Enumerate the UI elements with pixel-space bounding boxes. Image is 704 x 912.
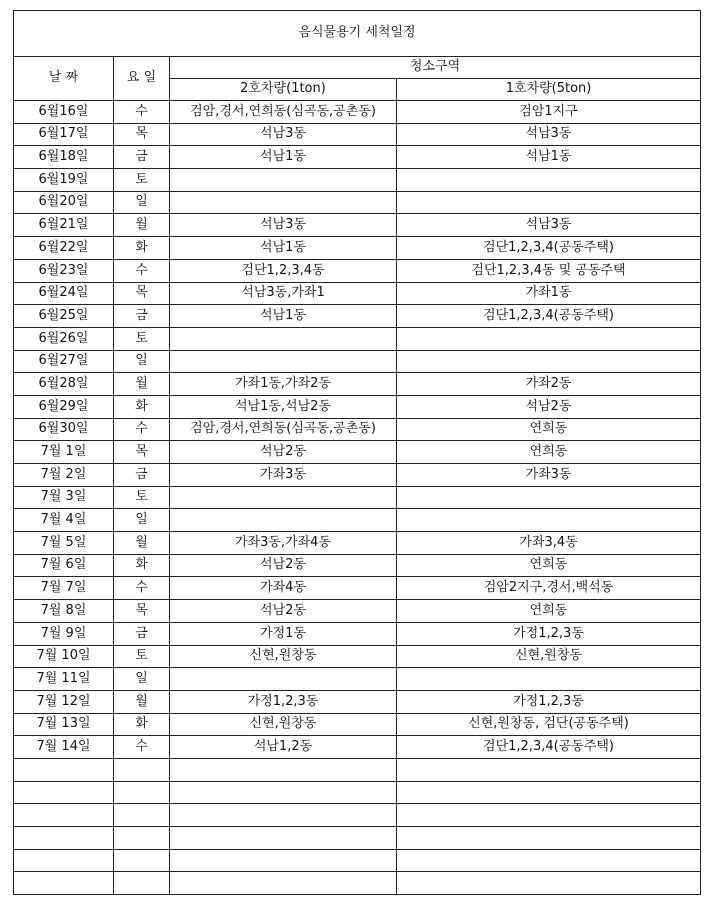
truck-2-area-cell (170, 872, 397, 895)
date-cell: 7월 4일 (14, 509, 114, 532)
truck-2-area-cell: 석남1동 (170, 237, 397, 260)
truck-2-area-cell: 가좌3동 (170, 464, 397, 487)
truck-1-area-cell (397, 804, 701, 827)
truck-1-area-cell: 검단1,2,3,4(공동주택) (397, 736, 701, 759)
truck-2-area-cell: 검암,경서,연희동(심곡동,공촌동) (170, 418, 397, 441)
weekday-cell: 수 (114, 577, 170, 600)
date-cell: 7월 14일 (14, 736, 114, 759)
truck-2-area-cell: 가정1동 (170, 622, 397, 645)
truck-2-area-cell (170, 327, 397, 350)
table-row (14, 532, 701, 555)
table-row (14, 827, 701, 850)
table-row (14, 872, 701, 895)
date-cell: 7월 5일 (14, 532, 114, 555)
date-cell: 7월 7일 (14, 577, 114, 600)
weekday-cell: 토 (114, 169, 170, 192)
weekday-cell: 목 (114, 441, 170, 464)
header-truck-1: 1호차량(5ton) (397, 79, 701, 101)
truck-1-area-cell: 가좌1동 (397, 282, 701, 305)
truck-2-area-cell: 석남3동,가좌1 (170, 282, 397, 305)
truck-2-area-cell (170, 781, 397, 804)
truck-2-area-cell (170, 509, 397, 532)
date-cell (14, 758, 114, 781)
header-truck-2: 2호차량(1ton) (170, 79, 397, 101)
truck-2-area-cell: 검단1,2,3,4동 (170, 259, 397, 282)
weekday-cell: 목 (114, 123, 170, 146)
date-cell: 7월 1일 (14, 441, 114, 464)
truck-1-area-cell (397, 758, 701, 781)
table-row (14, 305, 701, 328)
truck-1-area-cell: 신현,원창동, 검단(공동주택) (397, 713, 701, 736)
truck-2-area-cell: 석남1,2동 (170, 736, 397, 759)
table-row (14, 191, 701, 214)
date-cell: 6월23일 (14, 259, 114, 282)
date-cell (14, 827, 114, 850)
weekday-cell: 목 (114, 600, 170, 623)
truck-1-area-cell (397, 486, 701, 509)
table-row (14, 509, 701, 532)
truck-2-area-cell: 가좌4동 (170, 577, 397, 600)
table-row (14, 736, 701, 759)
table-row (14, 668, 701, 691)
table-row (14, 849, 701, 872)
truck-2-area-cell: 검암,경서,연희동(심곡동,공촌동) (170, 101, 397, 124)
table-row (14, 373, 701, 396)
weekday-cell: 화 (114, 395, 170, 418)
date-cell: 6월20일 (14, 191, 114, 214)
date-cell: 6월25일 (14, 305, 114, 328)
truck-1-area-cell: 가정1,2,3동 (397, 690, 701, 713)
date-cell: 6월26일 (14, 327, 114, 350)
weekday-cell: 금 (114, 146, 170, 169)
date-cell: 6월18일 (14, 146, 114, 169)
truck-2-area-cell: 신현,원창동 (170, 645, 397, 668)
truck-2-area-cell (170, 350, 397, 373)
header-weekday: 요 일 (114, 57, 170, 101)
date-cell: 6월29일 (14, 395, 114, 418)
truck-1-area-cell (397, 849, 701, 872)
table-row (14, 804, 701, 827)
weekday-cell: 수 (114, 101, 170, 124)
header-date: 날 짜 (14, 57, 114, 101)
date-cell: 7월 11일 (14, 668, 114, 691)
truck-1-area-cell: 검암1지구 (397, 101, 701, 124)
truck-2-area-cell (170, 804, 397, 827)
weekday-cell (114, 758, 170, 781)
table-row (14, 169, 701, 192)
truck-2-area-cell: 석남1동 (170, 146, 397, 169)
date-cell (14, 804, 114, 827)
weekday-cell: 목 (114, 282, 170, 305)
truck-1-area-cell (397, 872, 701, 895)
truck-1-area-cell (397, 169, 701, 192)
weekday-cell: 월 (114, 373, 170, 396)
page-title: 음식물용기 세척일정 (14, 11, 701, 57)
truck-1-area-cell: 연희동 (397, 600, 701, 623)
date-cell: 7월 3일 (14, 486, 114, 509)
weekday-cell: 월 (114, 214, 170, 237)
table-row (14, 645, 701, 668)
truck-1-area-cell: 검단1,2,3,4(공동주택) (397, 305, 701, 328)
date-cell: 6월24일 (14, 282, 114, 305)
weekday-cell: 토 (114, 327, 170, 350)
truck-1-area-cell: 가좌2동 (397, 373, 701, 396)
weekday-cell: 일 (114, 668, 170, 691)
truck-2-area-cell: 가정1,2,3동 (170, 690, 397, 713)
table-row (14, 214, 701, 237)
truck-1-area-cell: 석남2동 (397, 395, 701, 418)
header-cleaning-area: 청소구역 (170, 57, 701, 79)
truck-1-area-cell: 가좌3,4동 (397, 532, 701, 555)
schedule-sheet (13, 10, 700, 895)
table-row (14, 622, 701, 645)
table-row (14, 464, 701, 487)
weekday-cell (114, 804, 170, 827)
truck-2-area-cell (170, 486, 397, 509)
truck-2-area-cell (170, 849, 397, 872)
table-row (14, 101, 701, 124)
table-row (14, 600, 701, 623)
truck-1-area-cell: 검단1,2,3,4동 및 공동주택 (397, 259, 701, 282)
table-row (14, 690, 701, 713)
truck-1-area-cell: 검암2지구,경서,백석동 (397, 577, 701, 600)
table-row (14, 758, 701, 781)
weekday-cell: 화 (114, 713, 170, 736)
date-cell: 6월19일 (14, 169, 114, 192)
weekday-cell (114, 849, 170, 872)
table-row (14, 123, 701, 146)
weekday-cell (114, 781, 170, 804)
truck-1-area-cell (397, 668, 701, 691)
truck-1-area-cell (397, 509, 701, 532)
weekday-cell: 일 (114, 191, 170, 214)
date-cell: 7월 9일 (14, 622, 114, 645)
table-row (14, 282, 701, 305)
date-cell: 7월 2일 (14, 464, 114, 487)
table-row (14, 395, 701, 418)
truck-1-area-cell: 검단1,2,3,4(공동주택) (397, 237, 701, 260)
weekday-cell: 수 (114, 736, 170, 759)
truck-1-area-cell: 연희동 (397, 554, 701, 577)
truck-2-area-cell (170, 169, 397, 192)
date-cell: 7월 6일 (14, 554, 114, 577)
date-cell: 7월 8일 (14, 600, 114, 623)
table-row (14, 554, 701, 577)
truck-1-area-cell: 연희동 (397, 418, 701, 441)
truck-2-area-cell (170, 758, 397, 781)
table-row (14, 350, 701, 373)
truck-1-area-cell (397, 781, 701, 804)
truck-1-area-cell: 석남3동 (397, 214, 701, 237)
truck-2-area-cell: 석남2동 (170, 441, 397, 464)
date-cell: 7월 12일 (14, 690, 114, 713)
schedule-table (13, 10, 701, 895)
table-row (14, 486, 701, 509)
table-row (14, 146, 701, 169)
date-cell: 7월 13일 (14, 713, 114, 736)
truck-2-area-cell: 석남3동 (170, 123, 397, 146)
truck-1-area-cell (397, 191, 701, 214)
date-cell: 7월 10일 (14, 645, 114, 668)
table-row (14, 237, 701, 260)
table-row (14, 441, 701, 464)
date-cell (14, 872, 114, 895)
truck-2-area-cell: 가좌1동,가좌2동 (170, 373, 397, 396)
truck-2-area-cell: 석남2동 (170, 554, 397, 577)
table-row (14, 418, 701, 441)
weekday-cell: 월 (114, 532, 170, 555)
weekday-cell: 토 (114, 645, 170, 668)
truck-1-area-cell (397, 827, 701, 850)
truck-2-area-cell: 석남1동 (170, 305, 397, 328)
weekday-cell: 월 (114, 690, 170, 713)
date-cell: 6월22일 (14, 237, 114, 260)
weekday-cell: 금 (114, 622, 170, 645)
table-row (14, 259, 701, 282)
truck-2-area-cell: 석남3동 (170, 214, 397, 237)
truck-2-area-cell (170, 668, 397, 691)
truck-1-area-cell: 연희동 (397, 441, 701, 464)
truck-1-area-cell: 가좌3동 (397, 464, 701, 487)
truck-2-area-cell (170, 191, 397, 214)
truck-1-area-cell (397, 327, 701, 350)
weekday-cell: 화 (114, 237, 170, 260)
truck-1-area-cell: 석남3동 (397, 123, 701, 146)
date-cell: 6월27일 (14, 350, 114, 373)
date-cell: 6월17일 (14, 123, 114, 146)
truck-2-area-cell: 가좌3동,가좌4동 (170, 532, 397, 555)
truck-1-area-cell: 신현,원창동 (397, 645, 701, 668)
weekday-cell: 수 (114, 418, 170, 441)
weekday-cell (114, 827, 170, 850)
date-cell (14, 849, 114, 872)
date-cell: 6월30일 (14, 418, 114, 441)
table-row (14, 327, 701, 350)
date-cell: 6월16일 (14, 101, 114, 124)
truck-1-area-cell (397, 350, 701, 373)
truck-1-area-cell: 가정1,2,3동 (397, 622, 701, 645)
weekday-cell: 일 (114, 350, 170, 373)
table-row (14, 713, 701, 736)
weekday-cell: 수 (114, 259, 170, 282)
truck-2-area-cell: 석남1동,석남2동 (170, 395, 397, 418)
weekday-cell: 금 (114, 464, 170, 487)
table-row (14, 781, 701, 804)
date-cell (14, 781, 114, 804)
weekday-cell: 금 (114, 305, 170, 328)
date-cell: 6월21일 (14, 214, 114, 237)
truck-2-area-cell (170, 827, 397, 850)
truck-1-area-cell: 석남1동 (397, 146, 701, 169)
weekday-cell: 토 (114, 486, 170, 509)
weekday-cell: 일 (114, 509, 170, 532)
truck-2-area-cell: 석남2동 (170, 600, 397, 623)
date-cell: 6월28일 (14, 373, 114, 396)
weekday-cell: 화 (114, 554, 170, 577)
truck-2-area-cell: 신현,원창동 (170, 713, 397, 736)
weekday-cell (114, 872, 170, 895)
table-row (14, 577, 701, 600)
